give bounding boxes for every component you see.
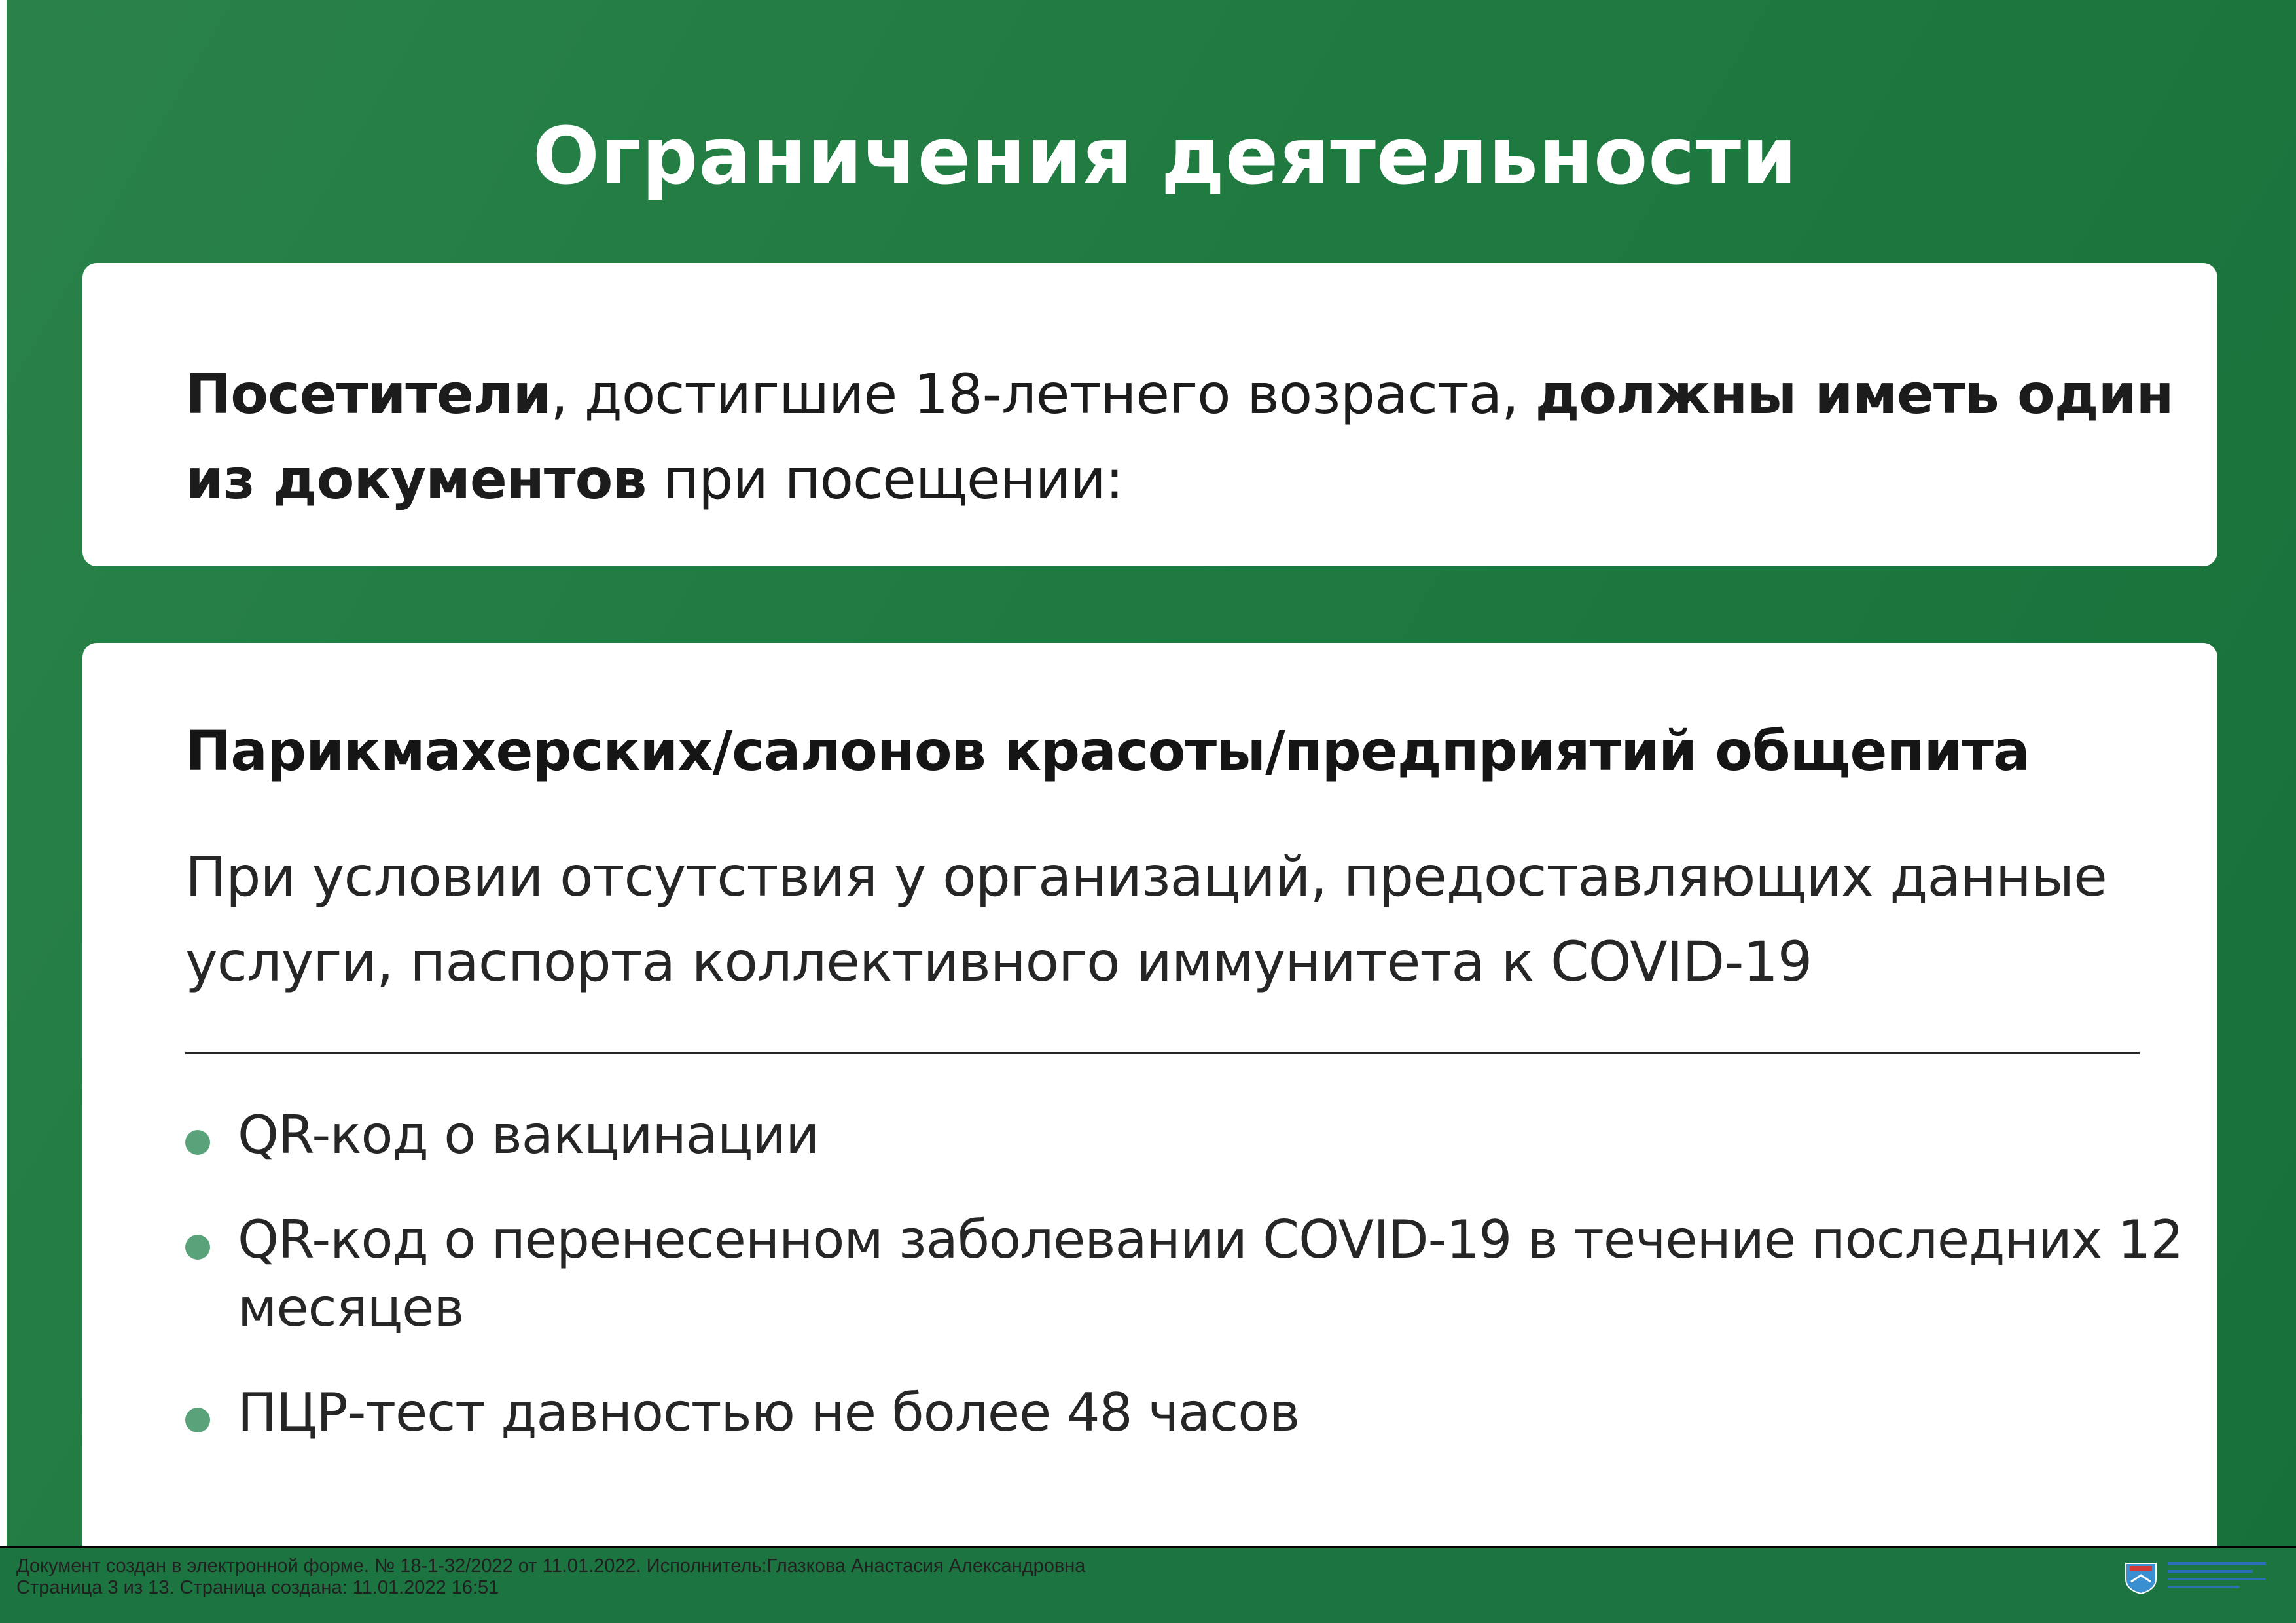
bullet-dot — [185, 1235, 210, 1260]
services-description: При условии отсутствия у организаций, предоставляющих данные услуги, паспорта коллективного иммунитета к COVID-19 — [185, 845, 2107, 994]
visit-text: при посещении: — [646, 447, 1124, 511]
services-card — [82, 643, 2217, 1548]
list-item — [185, 1101, 2188, 1169]
slide-background — [7, 0, 2296, 1548]
documents-requirement-label: должны иметь один из документов — [185, 362, 2174, 511]
age-condition-text: , достигшие 18-летнего возраста, — [550, 362, 1535, 426]
bullet-dot — [185, 1408, 210, 1432]
stamp-line-1: Документ создан в электронной форме. № 18-1-32/2022 от 11.01.2022. Исполнитель:Глазкова Анастасия Александровна — [16, 1556, 1086, 1577]
page-title: Ограничения деятельности — [532, 111, 1798, 202]
bullet-dot — [185, 1130, 210, 1155]
footer-divider — [0, 1546, 2296, 1548]
list-item — [185, 1379, 2188, 1447]
coat-of-arms-icon — [2123, 1559, 2159, 1595]
visitors-requirement-text — [185, 352, 2188, 522]
list-item — [185, 1206, 2188, 1342]
visitors-label: Посетители — [185, 362, 551, 426]
visitors-requirement-card — [82, 263, 2217, 566]
document-label: QR-код о перенесенном заболевании COVID-19 в течение последних 12 месяцев — [238, 1209, 2183, 1338]
services-heading: Парикмахерских/салонов красоты/предприятий общепита — [185, 719, 2030, 783]
stamp-lines-icon — [2168, 1559, 2272, 1599]
divider — [185, 1052, 2140, 1054]
document-label: QR-код о вакцинации — [238, 1104, 819, 1165]
document-label: ПЦР-тест давностью не более 48 часов — [238, 1382, 1300, 1443]
document-stamp-text — [16, 1556, 2045, 1599]
stamp-line-2: Страница 3 из 13. Страница создана: 11.01.2022 16:51 — [16, 1577, 499, 1598]
documents-list — [185, 1101, 2188, 1484]
